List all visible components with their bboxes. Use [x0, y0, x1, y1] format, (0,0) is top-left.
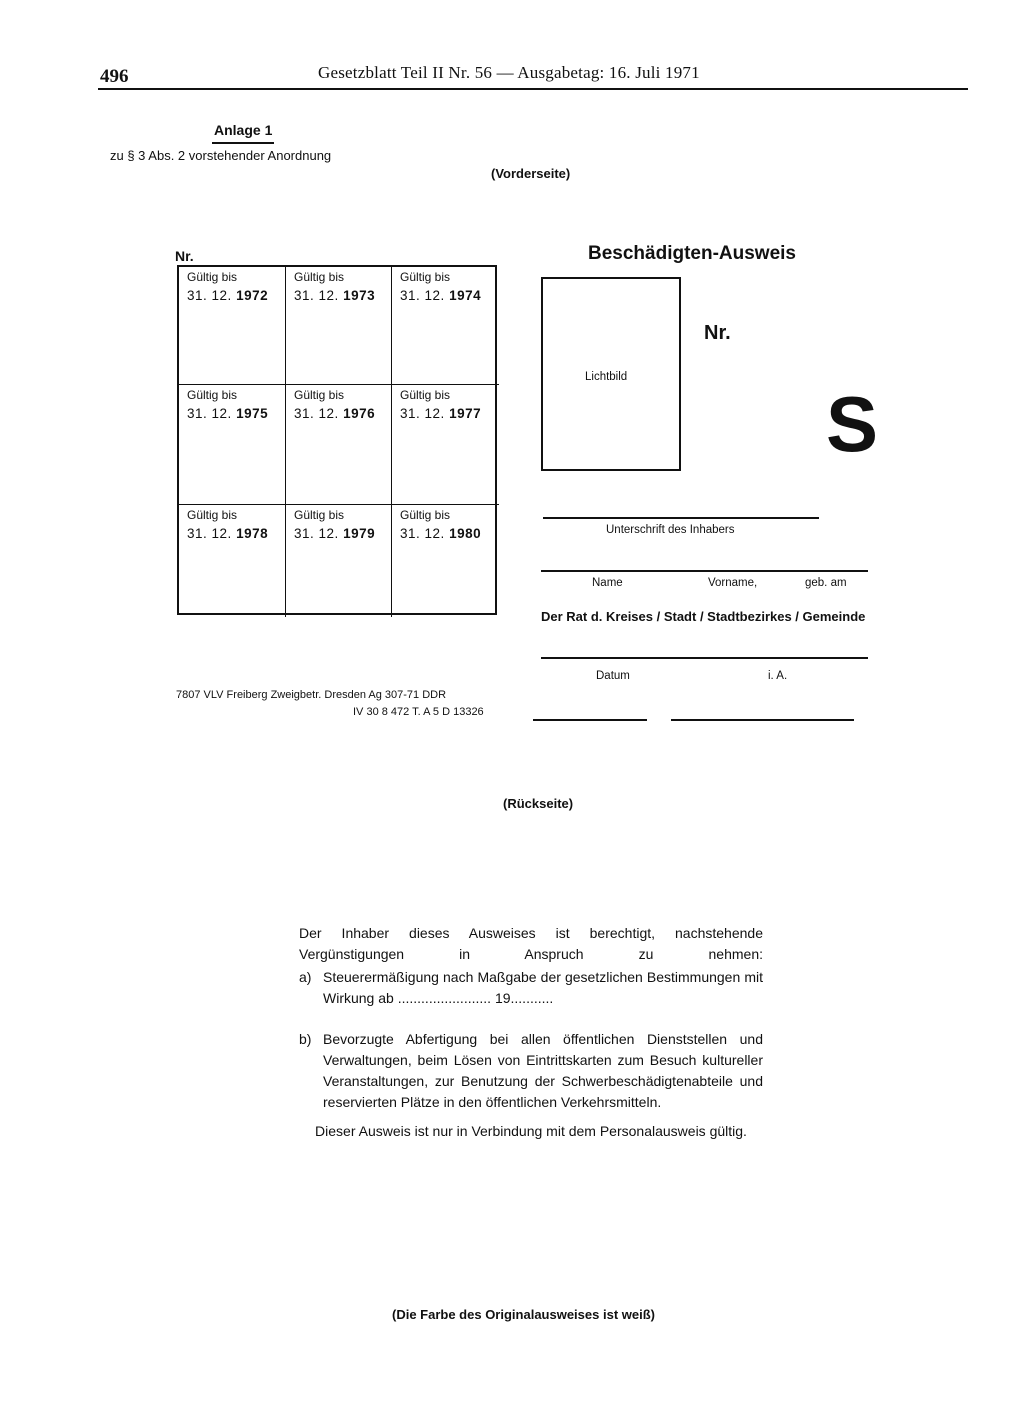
item-letter: a) — [299, 969, 312, 985]
list-item — [299, 967, 763, 1009]
item-text: Steuerermäßigung nach Maßgabe der gesetzlichen Bestimmungen mit Wirkung ab ........................ 19........... — [323, 969, 763, 1006]
vorname-label: Vorname, — [708, 577, 758, 589]
item-letter: b) — [299, 1031, 312, 1047]
validity-cell — [286, 505, 392, 617]
printer-note-line1: 7807 VLV Freiberg Zweigbetr. Dresden Ag 307-71 DDR — [176, 689, 447, 701]
cell-date: 31. 12. 1974 — [400, 288, 482, 303]
anlage-underline — [212, 142, 274, 144]
name-line — [541, 570, 868, 572]
item-text: Bevorzugte Abfertigung bei allen öffentlichen Dienststellen und Verwaltungen, beim Lösen von Eintrittskarten zum Besuch kultureller Veranstaltungen, zur Benutzung der Schwerbeschädigtenabteile und reservierten Plätze in den öffentlichen Verkehrsmitteln. — [323, 1031, 763, 1110]
validity-cell — [392, 385, 499, 505]
validity-grid — [177, 265, 497, 615]
header-title: Gesetzblatt Teil II Nr. 56 — Ausgabetag: 16. Juli 1971 — [318, 63, 700, 82]
cell-date: 31. 12. 1972 — [187, 288, 269, 303]
photo-label: Lichtbild — [585, 371, 628, 383]
printer-note-line2: IV 30 8 472 T. A 5 D 13326 — [353, 706, 484, 718]
list-item — [299, 1029, 763, 1113]
page-number: 496 — [100, 66, 129, 87]
back-side-label: (Rückseite) — [503, 796, 574, 811]
validity-cell — [179, 505, 286, 617]
id-card-title: Beschädigten-Ausweis — [588, 243, 796, 264]
cell-label: Gültig bis — [294, 270, 345, 284]
official-signature-line — [671, 719, 854, 721]
geb-am-label: geb. am — [805, 577, 847, 589]
back-text-block — [299, 923, 763, 1142]
validity-cell — [392, 505, 499, 617]
cell-date: 31. 12. 1975 — [187, 406, 269, 421]
date-signature-line — [533, 719, 647, 721]
signature-label: Unterschrift des Inhabers — [606, 524, 735, 536]
council-text: Der Rat d. Kreises / Stadt / Stadtbezirkes / Gemeinde — [541, 609, 866, 624]
cell-label: Gültig bis — [294, 508, 345, 522]
anlage-title: Anlage 1 — [214, 122, 273, 138]
id-nr-label: Nr. — [704, 322, 731, 344]
cell-date: 31. 12. 1977 — [400, 406, 482, 421]
category-letter: S — [826, 380, 879, 468]
validity-cell — [179, 267, 286, 385]
datum-label: Datum — [596, 670, 630, 682]
anlage-subtitle: zu § 3 Abs. 2 vorstehender Anordnung — [110, 148, 332, 163]
cell-date: 31. 12. 1976 — [294, 406, 376, 421]
validity-cell — [286, 385, 392, 505]
datum-line — [541, 657, 868, 659]
validity-cell — [179, 385, 286, 505]
cell-label: Gültig bis — [400, 508, 451, 522]
name-label: Name — [592, 577, 623, 589]
footer-note: (Die Farbe des Originalausweises ist weiß) — [392, 1307, 655, 1322]
cell-label: Gültig bis — [294, 388, 345, 402]
back-intro: Der Inhaber dieses Ausweises ist berechtigt, nachstehende Vergünstigungen in Anspruch zu nehmen: — [299, 925, 763, 962]
header-rule — [98, 88, 968, 90]
back-closing: Dieser Ausweis ist nur in Verbindung mit dem Personalausweis gültig. — [315, 1123, 747, 1139]
cell-date: 31. 12. 1980 — [400, 526, 482, 541]
cell-date: 31. 12. 1979 — [294, 526, 376, 541]
validity-cell — [392, 267, 499, 385]
grid-nr-label: Nr. — [175, 248, 194, 264]
validity-cell — [286, 267, 392, 385]
cell-label: Gültig bis — [187, 508, 238, 522]
cell-date: 31. 12. 1973 — [294, 288, 376, 303]
cell-date: 31. 12. 1978 — [187, 526, 269, 541]
cell-label: Gültig bis — [400, 388, 451, 402]
ia-label: i. A. — [768, 670, 788, 682]
cell-label: Gültig bis — [187, 388, 238, 402]
cell-label: Gültig bis — [187, 270, 238, 284]
front-side-label: (Vorderseite) — [491, 166, 571, 181]
cell-label: Gültig bis — [400, 270, 451, 284]
signature-line — [543, 517, 819, 519]
